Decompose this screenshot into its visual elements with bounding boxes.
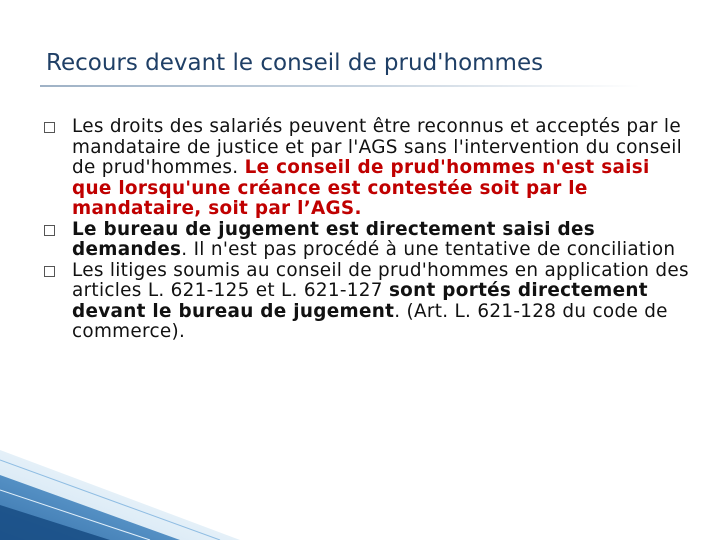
bullet-text: . Il n'est pas procédé à une tentative de conciliation	[181, 239, 676, 260]
corner-decoration	[0, 450, 240, 540]
bullet-bold-text: Le bureau de jugement est directement saisi des demandes	[72, 218, 596, 260]
bullet-list	[42, 117, 692, 343]
bullet-text: . (Art. L. 621-128 du code de commerce).	[72, 300, 668, 342]
bullet-item	[42, 220, 692, 261]
bullet-item	[42, 261, 692, 343]
bullet-text: Les litiges soumis au conseil de prud'hommes en application des articles L. 621-125 et L. 621-127	[72, 259, 689, 301]
title-underline	[40, 85, 640, 87]
bullet-bold-text: sont portés directement devant le bureau de jugement	[72, 280, 648, 322]
slide-title: Recours devant le conseil de prud'hommes	[46, 50, 544, 76]
bullet-emphasis-text: Le conseil de prud'hommes n'est saisi que lorsqu'une créance est contestée soit par le mandataire, soit par l’AGS.	[72, 157, 650, 219]
square-bullet-icon	[44, 122, 55, 133]
bullet-text: Les droits des salariés peuvent être reconnus et acceptés par le mandataire de justice et par l'AGS sans l'intervention du conseil de prud'hommes.	[72, 116, 683, 178]
square-bullet-icon	[44, 266, 55, 277]
bullet-item	[42, 117, 692, 220]
square-bullet-icon	[44, 225, 55, 236]
